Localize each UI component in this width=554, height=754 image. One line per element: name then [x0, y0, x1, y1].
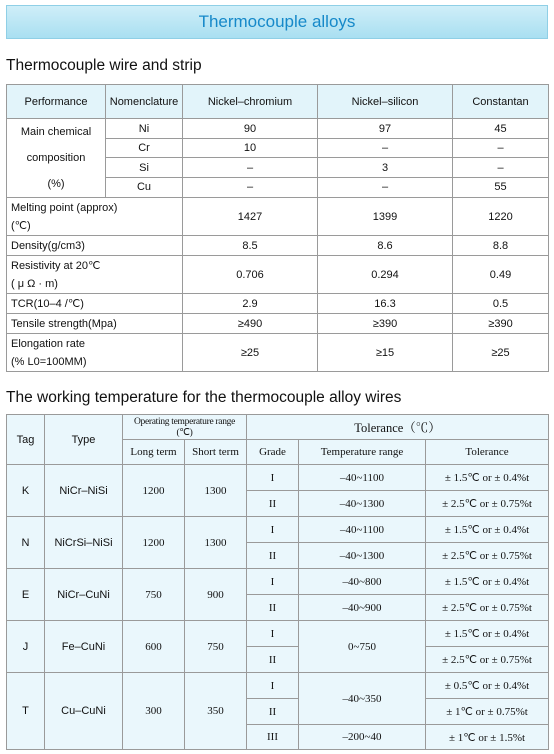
grade-cell: III	[247, 725, 299, 750]
page-banner	[6, 5, 548, 39]
grade-cell: I	[247, 569, 299, 595]
header-nickel-chromium: Nickel–chromium	[183, 85, 318, 119]
value-cell: 1220	[453, 198, 549, 236]
range-cell: –40~350	[299, 673, 426, 725]
header-nickel-silicon: Nickel–silicon	[318, 85, 453, 119]
value-cell: 3	[318, 158, 453, 177]
tolerance-cell: ± 1.5℃ or ± 0.4%t	[426, 517, 549, 543]
property-label: Tensile strength(Mpa)	[7, 314, 183, 334]
grade-cell: II	[247, 647, 299, 673]
header-constantan: Constantan	[453, 85, 549, 119]
table-row	[7, 517, 549, 543]
header-long-term: Long term	[123, 440, 185, 465]
grade-cell: II	[247, 699, 299, 725]
value-cell: –	[453, 139, 549, 158]
tag-cell: N	[7, 517, 45, 569]
tolerance-cell: ± 2.5℃ or ± 0.75%t	[426, 595, 549, 621]
range-cell: –40~1300	[299, 543, 426, 569]
grade-cell: I	[247, 517, 299, 543]
long-term-cell: 600	[123, 621, 185, 673]
table-row	[7, 465, 549, 491]
property-label: Resistivity at 20℃ ( μ Ω · m)	[7, 256, 183, 294]
type-cell: NiCr–CuNi	[45, 569, 123, 621]
tolerance-cell: ± 1℃ or ± 1.5%t	[426, 725, 549, 750]
long-term-cell: 1200	[123, 465, 185, 517]
type-cell: Fe–CuNi	[45, 621, 123, 673]
grade-cell: I	[247, 673, 299, 699]
value-cell: 97	[318, 119, 453, 139]
grade-cell: II	[247, 543, 299, 569]
header-operating-range: Operating temperature range (℃)	[123, 415, 247, 440]
header-temperature-range: Temperature range	[299, 440, 426, 465]
element-cell: Cr	[106, 139, 183, 158]
short-term-cell: 350	[185, 673, 247, 750]
table-row	[7, 334, 549, 372]
table-row	[7, 119, 549, 139]
working-temperature-table	[6, 414, 549, 750]
value-cell: 45	[453, 119, 549, 139]
table-header-row	[7, 85, 549, 119]
value-cell: 16.3	[318, 294, 453, 314]
range-cell: 0~750	[299, 621, 426, 673]
value-cell: –	[318, 139, 453, 158]
property-label: Elongation rate (% L0=100MM)	[7, 334, 183, 372]
long-term-cell: 300	[123, 673, 185, 750]
tag-cell: E	[7, 569, 45, 621]
chem-composition-label: Main chemical composition (%)	[7, 119, 106, 198]
value-cell: 0.706	[183, 256, 318, 294]
header-tag: Tag	[7, 415, 45, 465]
value-cell: ≥25	[453, 334, 549, 372]
header-tolerance-group: Tolerance（℃）	[247, 415, 549, 440]
banner-title: Thermocouple alloys	[198, 12, 356, 31]
element-cell: Cu	[106, 177, 183, 197]
property-label: Melting point (approx) (℃)	[7, 198, 183, 236]
tag-cell: T	[7, 673, 45, 750]
header-performance: Performance	[7, 85, 106, 119]
value-cell: 0.49	[453, 256, 549, 294]
range-cell: –40~1300	[299, 491, 426, 517]
grade-cell: I	[247, 465, 299, 491]
value-cell: –	[183, 177, 318, 197]
table-row	[7, 256, 549, 294]
table-row	[7, 569, 549, 595]
short-term-cell: 1300	[185, 465, 247, 517]
tolerance-cell: ± 2.5℃ or ± 0.75%t	[426, 491, 549, 517]
value-cell: –	[318, 177, 453, 197]
tolerance-cell: ± 1.5℃ or ± 0.4%t	[426, 569, 549, 595]
table-header-row	[7, 415, 549, 440]
tolerance-cell: ± 0.5℃ or ± 0.4%t	[426, 673, 549, 699]
table-row	[7, 294, 549, 314]
value-cell: 1399	[318, 198, 453, 236]
tolerance-cell: ± 1.5℃ or ± 0.4%t	[426, 621, 549, 647]
short-term-cell: 1300	[185, 517, 247, 569]
long-term-cell: 750	[123, 569, 185, 621]
tolerance-cell: ± 2.5℃ or ± 0.75%t	[426, 543, 549, 569]
value-cell: ≥15	[318, 334, 453, 372]
tag-cell: K	[7, 465, 45, 517]
short-term-cell: 750	[185, 621, 247, 673]
element-cell: Si	[106, 158, 183, 177]
value-cell: ≥390	[453, 314, 549, 334]
range-cell: –40~1100	[299, 465, 426, 491]
value-cell: ≥25	[183, 334, 318, 372]
range-cell: –40~800	[299, 569, 426, 595]
property-label: Density(g/cm3)	[7, 236, 183, 256]
range-cell: –200~40	[299, 725, 426, 750]
type-cell: NiCr–NiSi	[45, 465, 123, 517]
header-tolerance: Tolerance	[426, 440, 549, 465]
value-cell: 8.5	[183, 236, 318, 256]
grade-cell: I	[247, 621, 299, 647]
tag-cell: J	[7, 621, 45, 673]
element-cell: Ni	[106, 119, 183, 139]
type-cell: NiCrSi–NiSi	[45, 517, 123, 569]
grade-cell: II	[247, 595, 299, 621]
range-cell: –40~1100	[299, 517, 426, 543]
table-row	[7, 236, 549, 256]
value-cell: 90	[183, 119, 318, 139]
tolerance-cell: ± 2.5℃ or ± 0.75%t	[426, 647, 549, 673]
wire-strip-table	[6, 84, 549, 372]
header-type: Type	[45, 415, 123, 465]
header-grade: Grade	[247, 440, 299, 465]
header-short-term: Short term	[185, 440, 247, 465]
range-cell: –40~900	[299, 595, 426, 621]
section-title-working-temperature: The working temperature for the thermocouple alloy wires	[6, 389, 402, 406]
table-row	[7, 198, 549, 236]
tolerance-cell: ± 1.5℃ or ± 0.4%t	[426, 465, 549, 491]
value-cell: ≥490	[183, 314, 318, 334]
tolerance-cell: ± 1℃ or ± 0.75%t	[426, 699, 549, 725]
value-cell: –	[183, 158, 318, 177]
long-term-cell: 1200	[123, 517, 185, 569]
type-cell: Cu–CuNi	[45, 673, 123, 750]
header-nomenclature: Nomenclature	[106, 85, 183, 119]
value-cell: 1427	[183, 198, 318, 236]
value-cell: 8.6	[318, 236, 453, 256]
table-row	[7, 621, 549, 647]
value-cell: 8.8	[453, 236, 549, 256]
grade-cell: II	[247, 491, 299, 517]
property-label: TCR(10–4 /℃)	[7, 294, 183, 314]
value-cell: 0.5	[453, 294, 549, 314]
section-title-wire-strip: Thermocouple wire and strip	[6, 57, 202, 74]
value-cell: 10	[183, 139, 318, 158]
table-row	[7, 314, 549, 334]
value-cell: 55	[453, 177, 549, 197]
value-cell: ≥390	[318, 314, 453, 334]
value-cell: 2.9	[183, 294, 318, 314]
table-row	[7, 673, 549, 699]
short-term-cell: 900	[185, 569, 247, 621]
value-cell: –	[453, 158, 549, 177]
value-cell: 0.294	[318, 256, 453, 294]
